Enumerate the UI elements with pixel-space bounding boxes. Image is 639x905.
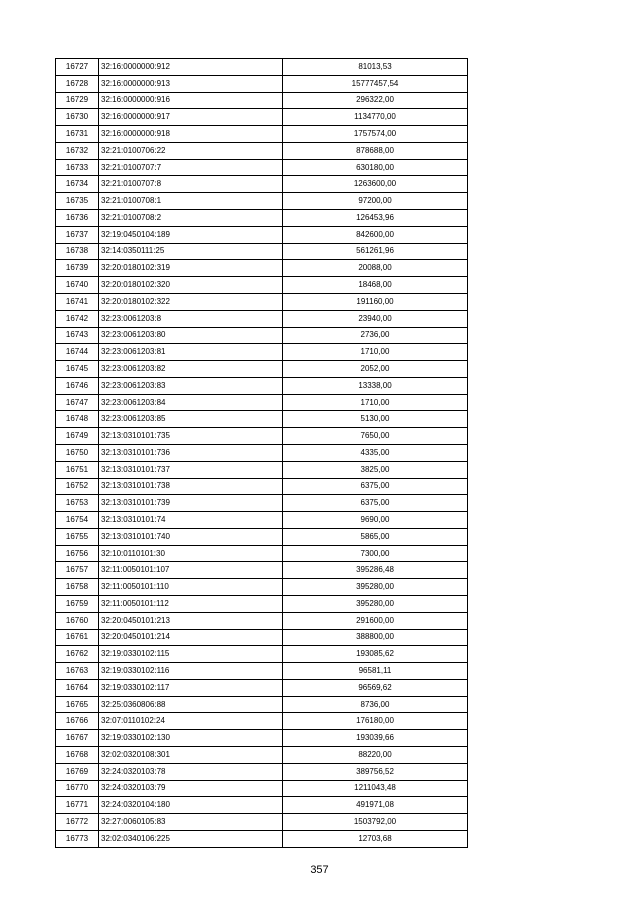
table-row xyxy=(56,142,468,159)
value-cell: 7650,00 xyxy=(283,428,468,445)
value-cell: 491971,08 xyxy=(283,797,468,814)
row-number: 16737 xyxy=(56,226,99,243)
value-cell: 7300,00 xyxy=(283,545,468,562)
cadastral-number: 32:24:0320103:78 xyxy=(99,763,283,780)
value-cell: 176180,00 xyxy=(283,713,468,730)
cadastral-number: 32:20:0450101:213 xyxy=(99,612,283,629)
cadastral-number: 32:20:0180102:319 xyxy=(99,260,283,277)
cadastral-number: 32:19:0330102:115 xyxy=(99,646,283,663)
value-cell: 878688,00 xyxy=(283,142,468,159)
row-number: 16746 xyxy=(56,377,99,394)
row-number: 16772 xyxy=(56,814,99,831)
row-number: 16751 xyxy=(56,461,99,478)
table-row xyxy=(56,59,468,76)
table-row xyxy=(56,679,468,696)
value-cell: 126453,96 xyxy=(283,210,468,227)
cadastral-number: 32:21:0100707:7 xyxy=(99,159,283,176)
cadastral-number: 32:27:0060105:83 xyxy=(99,814,283,831)
row-number: 16744 xyxy=(56,344,99,361)
cadastral-number: 32:23:0061203:83 xyxy=(99,377,283,394)
cadastral-number: 32:07:0110102:24 xyxy=(99,713,283,730)
value-cell: 395280,00 xyxy=(283,596,468,613)
page-number: 357 xyxy=(310,864,329,876)
table-row xyxy=(56,763,468,780)
value-cell: 842600,00 xyxy=(283,226,468,243)
row-number: 16736 xyxy=(56,210,99,227)
cadastral-number: 32:13:0310101:74 xyxy=(99,512,283,529)
row-number: 16766 xyxy=(56,713,99,730)
value-cell: 388800,00 xyxy=(283,629,468,646)
table-row xyxy=(56,545,468,562)
cadastral-number: 32:13:0310101:739 xyxy=(99,495,283,512)
value-cell: 96581,11 xyxy=(283,663,468,680)
table-row xyxy=(56,797,468,814)
cadastral-number: 32:19:0450104:189 xyxy=(99,226,283,243)
cadastral-number: 32:21:0100708:1 xyxy=(99,193,283,210)
row-number: 16771 xyxy=(56,797,99,814)
value-cell: 1503792,00 xyxy=(283,814,468,831)
cadastral-number: 32:13:0310101:736 xyxy=(99,444,283,461)
cadastral-number: 32:02:0320108:301 xyxy=(99,747,283,764)
row-number: 16732 xyxy=(56,142,99,159)
cadastral-number: 32:20:0450101:214 xyxy=(99,629,283,646)
table-row xyxy=(56,696,468,713)
cadastral-number: 32:11:0050101:112 xyxy=(99,596,283,613)
row-number: 16728 xyxy=(56,75,99,92)
table-row xyxy=(56,478,468,495)
table-row xyxy=(56,75,468,92)
row-number: 16762 xyxy=(56,646,99,663)
cadastral-number: 32:20:0180102:320 xyxy=(99,277,283,294)
row-number: 16740 xyxy=(56,277,99,294)
value-cell: 5865,00 xyxy=(283,528,468,545)
table-row xyxy=(56,612,468,629)
row-number: 16769 xyxy=(56,763,99,780)
table-row xyxy=(56,277,468,294)
table-row xyxy=(56,344,468,361)
row-number: 16770 xyxy=(56,780,99,797)
value-cell: 15777457,54 xyxy=(283,75,468,92)
table-row xyxy=(56,226,468,243)
row-number: 16734 xyxy=(56,176,99,193)
cadastral-number: 32:24:0320103:79 xyxy=(99,780,283,797)
row-number: 16735 xyxy=(56,193,99,210)
value-cell: 296322,00 xyxy=(283,92,468,109)
value-cell: 88220,00 xyxy=(283,747,468,764)
value-cell: 3825,00 xyxy=(283,461,468,478)
cadastral-number: 32:16:0000000:917 xyxy=(99,109,283,126)
table-row xyxy=(56,361,468,378)
cadastral-number: 32:13:0310101:738 xyxy=(99,478,283,495)
table-row xyxy=(56,176,468,193)
value-cell: 1211043,48 xyxy=(283,780,468,797)
value-cell: 193085,62 xyxy=(283,646,468,663)
value-cell: 395286,48 xyxy=(283,562,468,579)
table-row xyxy=(56,92,468,109)
table-row xyxy=(56,461,468,478)
row-number: 16754 xyxy=(56,512,99,529)
cadastral-number: 32:23:0061203:82 xyxy=(99,361,283,378)
table-row xyxy=(56,126,468,143)
row-number: 16733 xyxy=(56,159,99,176)
value-cell: 1134770,00 xyxy=(283,109,468,126)
value-cell: 13338,00 xyxy=(283,377,468,394)
cadastral-number: 32:16:0000000:916 xyxy=(99,92,283,109)
cadastral-number: 32:16:0000000:912 xyxy=(99,59,283,76)
cadastral-number: 32:19:0330102:117 xyxy=(99,679,283,696)
row-number: 16741 xyxy=(56,293,99,310)
table-row xyxy=(56,293,468,310)
cadastral-number: 32:14:0350111:25 xyxy=(99,243,283,260)
value-cell: 1757574,00 xyxy=(283,126,468,143)
table-row xyxy=(56,528,468,545)
value-cell: 97200,00 xyxy=(283,193,468,210)
cadastral-number: 32:13:0310101:735 xyxy=(99,428,283,445)
cadastral-number: 32:11:0050101:107 xyxy=(99,562,283,579)
table-row xyxy=(56,243,468,260)
value-cell: 12703,68 xyxy=(283,830,468,847)
row-number: 16764 xyxy=(56,679,99,696)
row-number: 16753 xyxy=(56,495,99,512)
row-number: 16755 xyxy=(56,528,99,545)
value-cell: 2736,00 xyxy=(283,327,468,344)
value-cell: 191160,00 xyxy=(283,293,468,310)
row-number: 16731 xyxy=(56,126,99,143)
table-row xyxy=(56,713,468,730)
cadastral-number: 32:16:0000000:918 xyxy=(99,126,283,143)
cadastral-number: 32:16:0000000:913 xyxy=(99,75,283,92)
cadastral-number: 32:10:0110101:30 xyxy=(99,545,283,562)
value-cell: 2052,00 xyxy=(283,361,468,378)
row-number: 16742 xyxy=(56,310,99,327)
value-cell: 1710,00 xyxy=(283,344,468,361)
row-number: 16745 xyxy=(56,361,99,378)
table-row xyxy=(56,159,468,176)
value-cell: 193039,66 xyxy=(283,730,468,747)
table-row xyxy=(56,260,468,277)
value-cell: 20088,00 xyxy=(283,260,468,277)
table-row xyxy=(56,512,468,529)
cadastral-number: 32:23:0061203:81 xyxy=(99,344,283,361)
value-cell: 81013,53 xyxy=(283,59,468,76)
table-row xyxy=(56,495,468,512)
row-number: 16729 xyxy=(56,92,99,109)
row-number: 16768 xyxy=(56,747,99,764)
value-cell: 1710,00 xyxy=(283,394,468,411)
row-number: 16750 xyxy=(56,444,99,461)
cadastral-number: 32:25:0360806:88 xyxy=(99,696,283,713)
cadastral-number: 32:23:0061203:84 xyxy=(99,394,283,411)
row-number: 16748 xyxy=(56,411,99,428)
cadastral-number: 32:21:0100708:2 xyxy=(99,210,283,227)
table-row xyxy=(56,814,468,831)
row-number: 16759 xyxy=(56,596,99,613)
value-cell: 8736,00 xyxy=(283,696,468,713)
row-number: 16761 xyxy=(56,629,99,646)
table-row xyxy=(56,310,468,327)
value-cell: 18468,00 xyxy=(283,277,468,294)
value-cell: 4335,00 xyxy=(283,444,468,461)
row-number: 16763 xyxy=(56,663,99,680)
value-cell: 389756,52 xyxy=(283,763,468,780)
row-number: 16760 xyxy=(56,612,99,629)
records-table-body xyxy=(56,59,468,848)
value-cell: 5130,00 xyxy=(283,411,468,428)
cadastral-number: 32:11:0050101:110 xyxy=(99,579,283,596)
row-number: 16756 xyxy=(56,545,99,562)
value-cell: 1263600,00 xyxy=(283,176,468,193)
row-number: 16738 xyxy=(56,243,99,260)
cadastral-number: 32:23:0061203:8 xyxy=(99,310,283,327)
row-number: 16767 xyxy=(56,730,99,747)
row-number: 16743 xyxy=(56,327,99,344)
table-row xyxy=(56,210,468,227)
table-row xyxy=(56,394,468,411)
row-number: 16749 xyxy=(56,428,99,445)
cadastral-number: 32:19:0330102:130 xyxy=(99,730,283,747)
value-cell: 561261,96 xyxy=(283,243,468,260)
table-row xyxy=(56,444,468,461)
value-cell: 23940,00 xyxy=(283,310,468,327)
row-number: 16765 xyxy=(56,696,99,713)
table-row xyxy=(56,730,468,747)
value-cell: 6375,00 xyxy=(283,495,468,512)
value-cell: 96569,62 xyxy=(283,679,468,696)
cadastral-number: 32:02:0340106:225 xyxy=(99,830,283,847)
table-row xyxy=(56,411,468,428)
cadastral-number: 32:24:0320104:180 xyxy=(99,797,283,814)
table-row xyxy=(56,646,468,663)
table-row xyxy=(56,562,468,579)
table-row xyxy=(56,596,468,613)
table-row xyxy=(56,780,468,797)
table-row xyxy=(56,193,468,210)
row-number: 16747 xyxy=(56,394,99,411)
cadastral-number: 32:21:0100707:8 xyxy=(99,176,283,193)
cadastral-number: 32:23:0061203:80 xyxy=(99,327,283,344)
row-number: 16727 xyxy=(56,59,99,76)
value-cell: 9690,00 xyxy=(283,512,468,529)
table-row xyxy=(56,663,468,680)
table-row xyxy=(56,747,468,764)
row-number: 16758 xyxy=(56,579,99,596)
cadastral-number: 32:20:0180102:322 xyxy=(99,293,283,310)
value-cell: 6375,00 xyxy=(283,478,468,495)
row-number: 16757 xyxy=(56,562,99,579)
cadastral-number: 32:13:0310101:740 xyxy=(99,528,283,545)
table-row xyxy=(56,830,468,847)
cadastral-number: 32:23:0061203:85 xyxy=(99,411,283,428)
value-cell: 630180,00 xyxy=(283,159,468,176)
cadastral-number: 32:13:0310101:737 xyxy=(99,461,283,478)
records-table xyxy=(55,58,468,848)
row-number: 16752 xyxy=(56,478,99,495)
table-row xyxy=(56,629,468,646)
table-row xyxy=(56,428,468,445)
cadastral-number: 32:19:0330102:116 xyxy=(99,663,283,680)
cadastral-number: 32:21:0100706:22 xyxy=(99,142,283,159)
row-number: 16773 xyxy=(56,830,99,847)
table-row xyxy=(56,579,468,596)
row-number: 16730 xyxy=(56,109,99,126)
value-cell: 291600,00 xyxy=(283,612,468,629)
table-row xyxy=(56,109,468,126)
value-cell: 395280,00 xyxy=(283,579,468,596)
row-number: 16739 xyxy=(56,260,99,277)
table-row xyxy=(56,327,468,344)
table-row xyxy=(56,377,468,394)
